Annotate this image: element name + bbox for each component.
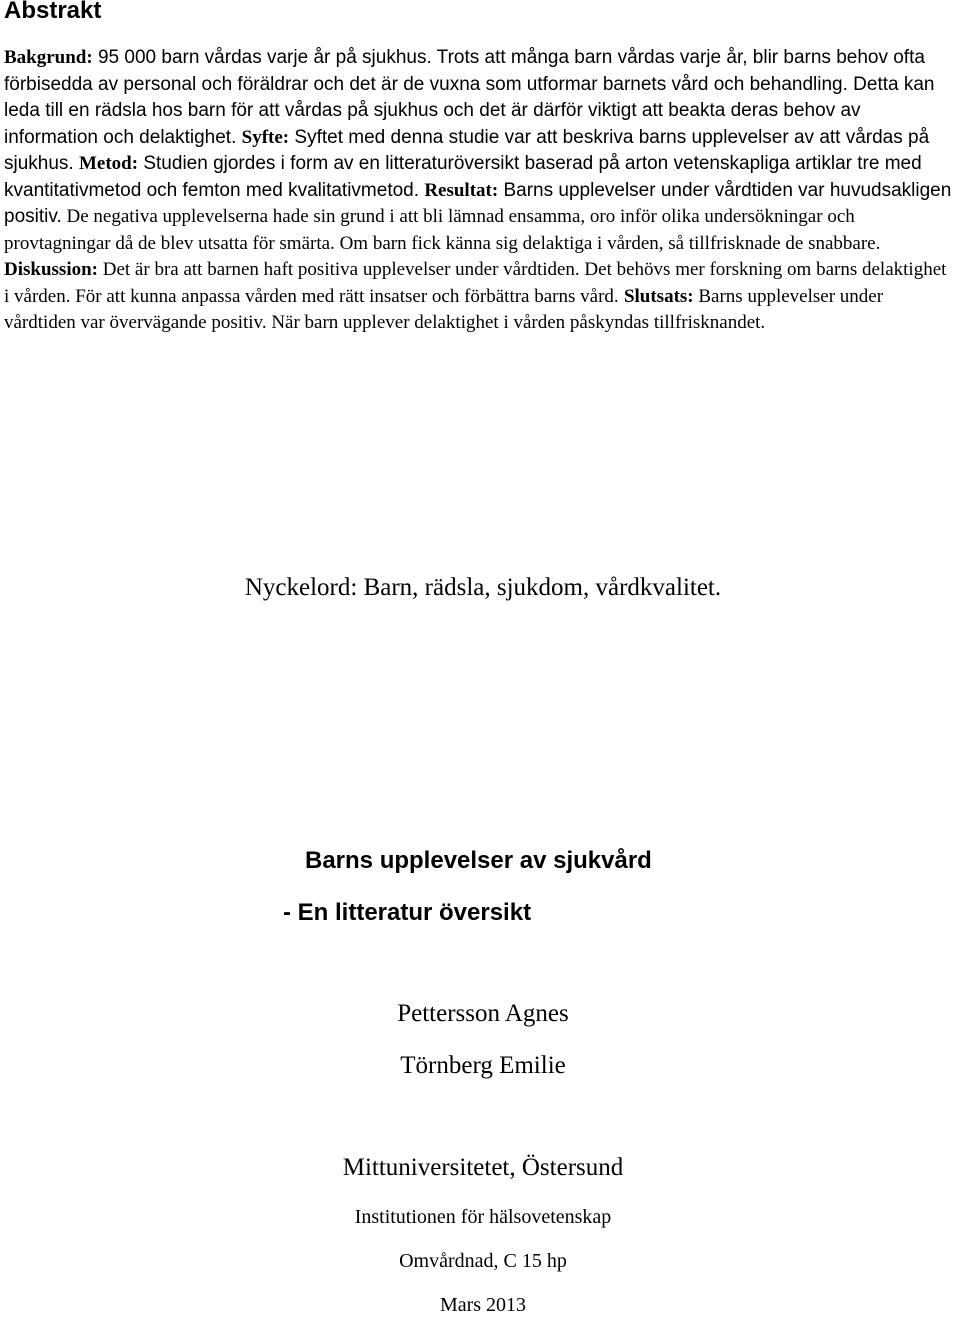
results-text: Barns upplevelser under vårdtiden var huvudsakligen positiv. — [4, 179, 952, 227]
keywords-line: Nyckelord: Barn, rädsla, sjukdom, vårdkvalitet. — [244, 574, 722, 601]
thesis-title: Barns upplevelser av sjukvård — [305, 847, 652, 874]
university-name: Mittuniversitetet, Östersund — [342, 1154, 624, 1181]
conclusion-label: Slutsats: — [623, 285, 694, 307]
institution-name: Institutionen för hälsovetenskap — [354, 1206, 612, 1228]
method-text: Studien gjordes i form av en litteraturöversikt baserad på arton vetenskapliga artiklar tre med kvantitativmetod och femton med kvalitativmetod. — [4, 153, 922, 201]
background-text: 95 000 barn vårdas varje år på sjukhus. Trots att många barn vårdas varje år, blir barns behov ofta förbisedda av personal och föräldrar och det är de vuxna som utformar barnets vård och behandling. — [4, 47, 925, 95]
results-text-3: Om barn fick känna sig delaktiga i vården, så tillfrisknade de snabbare. — [334, 232, 881, 254]
aim-text: Syftet med denna studie var att beskriva barns upplevelser av att vårdas på sjukhus. — [4, 126, 930, 174]
method-label: Metod: — [78, 153, 139, 174]
abstract-heading: Abstrakt — [4, 0, 102, 24]
abstract-body — [4, 45, 952, 337]
aim-label: Syfte: — [241, 126, 290, 148]
results-label: Resultat: — [424, 179, 499, 201]
program-name: Omvårdnad, C 15 hp — [399, 1250, 567, 1272]
publication-date: Mars 2013 — [439, 1294, 527, 1316]
author-name: Törnberg Emilie — [400, 1052, 566, 1079]
thesis-subtitle: - En litteratur översikt — [283, 899, 532, 926]
author-name: Pettersson Agnes — [397, 1000, 569, 1027]
results-text-2: De negativa upplevelserna hade sin grund i att bli lämnad ensamma, oro inför olika undersökningar och provtagningar då de blev utsatta för smärta. — [4, 206, 855, 254]
discussion-label: Diskussion: — [4, 259, 98, 280]
discussion-text: Det är bra att barnen haft positiva upplevelser under vårdtiden. Det behövs mer forskning om barns delaktighet i vården. För att kunna anpassa vården med rätt insatser och förbättra barns vård. — [4, 259, 947, 307]
conclusion-text: Barns upplevelser under vårdtiden var övervägande positiv. När barn upplever delaktighet i vården påskyndas tillfrisknandet. — [4, 285, 884, 333]
background-text-2: Detta kan leda till en rädsla hos barn för att vårdas på sjukhus och det är därför viktigt att beakta deras behov av information och delaktighet. — [4, 73, 935, 148]
background-label: Bakgrund: — [4, 47, 93, 68]
